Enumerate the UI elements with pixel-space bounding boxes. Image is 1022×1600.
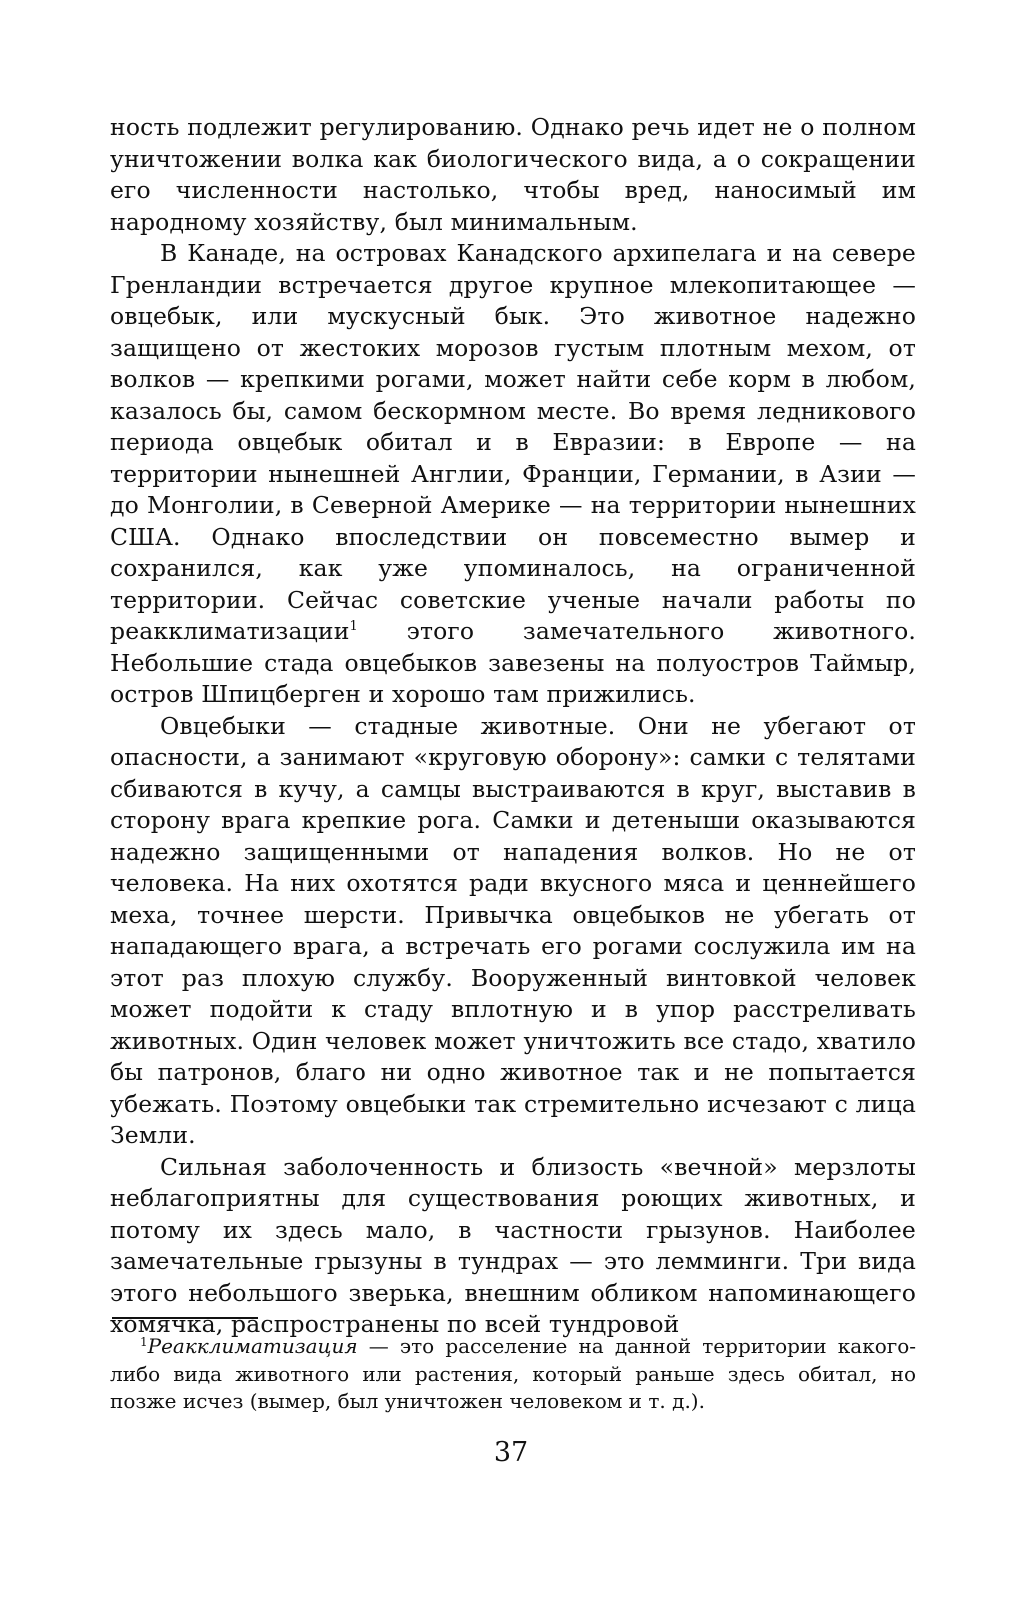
page-number: 37 [493, 1437, 529, 1468]
footnote-text: — это расселение на данной территории какого-либо вида животного или растения, который раньше здесь обитал, но позже исчез (вымер, был уничтожен человеком и т. д.). [110, 1334, 917, 1413]
footnote-term: Реакклиматизация [147, 1334, 358, 1358]
footnote-marker: 1 [140, 1335, 148, 1349]
paragraph-2-part-b: этого замечательного животного. Небольшие стада овцебыков завезены на полуостров Таймыр, остров Шпицберген и хорошо там прижились. [110, 617, 916, 708]
paragraph-2-part-a: В Канаде, на островах Канадского архипелага и на севере Гренландии встречается другое крупное млекопитающее — овцебык, или мускусный бык. Это животное надежно защищено от жестоких морозов густым плотным мехом, от волков — крепкими рогами, может найти себе корм в любом, казалось бы, самом бескормном месте. Во время ледникового периода овцебык обитал и в Евразии: в Европе — на территории нынешней Англии, Франции, Германии, в Азии — до Монголии, в Северной Америке — на территории нынешних США. Однако впоследствии он повсеместно вымер и сохранился, как уже упоминалось, на ограниченной территории. Сейчас советские ученые начали работы по реакклиматизации [110, 239, 916, 645]
paragraph-1: ность подлежит регулированию. Однако речь идет не о полном уничтожении волка как биологического вида, а о сокращении его численности настолько, чтобы вред, наносимый им народному хозяйству, был минимальным. [110, 113, 916, 236]
footnote-reference: 1 [349, 619, 358, 634]
paragraph-4: Сильная заболоченность и близость «вечной» мерзлоты неблагоприятны для существования роющих животных, и потому их здесь мало, в частности грызунов. Наиболее замечательные грызуны в тундрах — это лемминги. Три вида этого небольшого зверька, внешним обликом напоминающего хомячка, распространены по всей тундровой [110, 1152, 916, 1338]
main-text [110, 112, 916, 1341]
paragraph-2 [110, 238, 916, 711]
footnote [110, 1333, 916, 1416]
footnote-divider [112, 1317, 258, 1319]
paragraph-3: Овцебыки — стадные животные. Они не убегают от опасности, а занимают «круговую оборону»: самки с телятами сбиваются в кучу, а самцы выстраиваются в круг, выставив в сторону врага крепкие рога. Самки и детеныши оказываются надежно защищенными от нападения волков. Но не от человека. На них охотятся ради вкусного мяса и ценнейшего меха, точнее шерсти. Привычка овцебыков не убегать от нападающего врага, а встречать его рогами сослужила им на этот раз плохую службу. Вооруженный винтовкой человек может подойти к стаду вплотную и в упор расстреливать животных. Один человек может уничтожить все стадо, хватило бы патронов, благо ни одно животное так и не попытается убежать. Поэтому овцебыки так стремительно исчезают с лица Земли. [110, 711, 916, 1149]
